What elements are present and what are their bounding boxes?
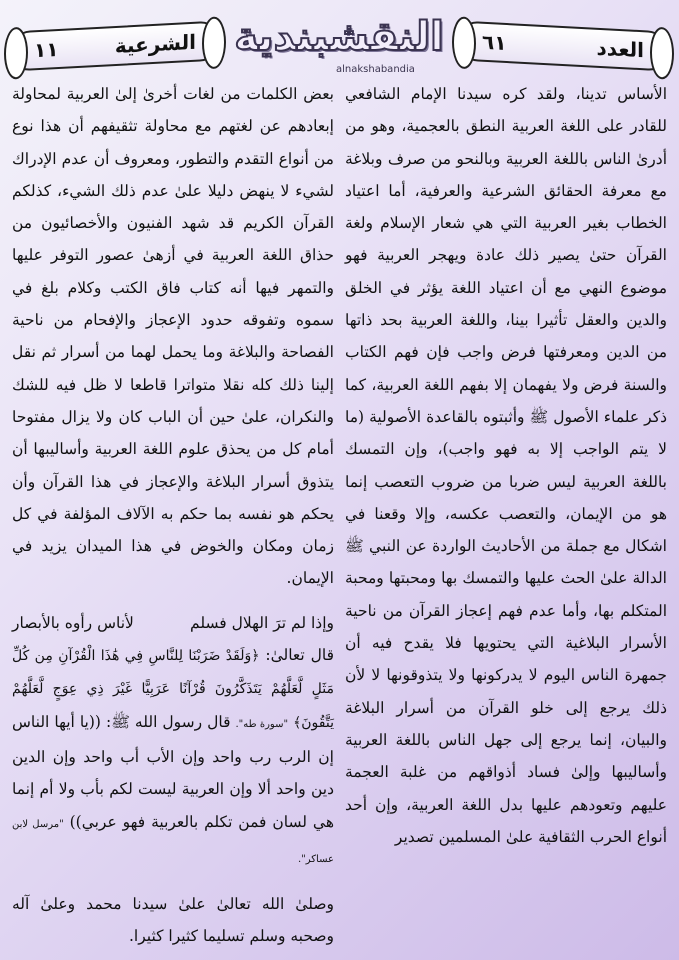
scroll-curl-right <box>650 27 674 80</box>
closing-text: وصلىٰ الله تعالىٰ علىٰ سيدنا محمد وعلىٰ آله وصحبه وسلم تسليما كثيرا كثيرا. <box>12 895 334 946</box>
section-title: الشرعية <box>114 29 196 59</box>
hadith-reference: "مرسل لابن عساكر". <box>12 818 334 865</box>
quran-reference: "سورة طه". <box>235 718 289 730</box>
hadith-text: ((يا أيها الناس إن الرب رب واحد وإن الأب أب واحد وإن الدين دين واحد ألا وإن العربية ليست لكم بأب ولا أم إنما هي لسان فمن تكلم بالعربية فهو عربي)) <box>12 712 334 831</box>
scroll-curl-left <box>452 16 476 69</box>
left-column <box>12 78 334 953</box>
page-number: ١١ <box>34 36 59 63</box>
scroll-curl-left <box>4 27 28 80</box>
quran-verse: ﴿وَلَقَدْ ضَرَبْنَا لِلنَّاسِ فِي هَٰذَا الْقُرْآنِ مِن كُلِّ مَثَلٍ لَّعَلَّهُمْ يَتَذَكَّرُونَ قُرْآنًا عَرَبِيًّا غَيْرَ ذِي عِوَجٍ لَّعَلَّهُمْ يَتَّقُونَ﴾ <box>12 648 334 731</box>
section-banner <box>10 20 220 71</box>
logo-text: النقشبندية <box>234 14 444 60</box>
scroll-curl-right <box>202 16 226 69</box>
poem-verse <box>12 607 334 639</box>
page-header <box>0 0 679 80</box>
issue-banner <box>458 20 668 71</box>
quran-quote <box>12 639 334 876</box>
hadith-intro: قال رسول الله ﷺ: <box>105 712 231 731</box>
magazine-logo <box>228 14 450 74</box>
right-column <box>345 78 667 853</box>
issue-label: العدد <box>596 35 644 63</box>
left-column-paragraph: بعض الكلمات من لغات أخرىٰ إلىٰ العربية لمحاولة إبعادهم عن لغتهم مع محاولة تثقيفهم أن هذا نوع من أنواع التقدم والتطور، ومعروف أن عدم الإدراك لشيء لا ينهض دليلا علىٰ عدم ذلك الشيء، كذلكم القرآن الكريم قد شهد الفنيون والأخصائيون من حذاق اللغة العربية في أزهىٰ عصور التوفر عليها والتمهر فيها أنه كتاب فاق الكتب وكلام بلغ في سموه وتفوقه حدود الإعجاز والإفحام من ناحية الفصاحة والبلاغة وما يحمل لهما من أسرار ثم نقل إلينا ذلك كله نقلا متواترا قاطعا لا ظل فيه للشك والنكران، علىٰ حين أن الباب كان ولا يزال مفتوحا أمام كل من يحذق علوم اللغة العربية وأساليبها أن يتذوق أسرار البلاغة والإعجاز في هذا القرآن وأن يحكم هو نفسه بما حكم به الآلاف المؤلفة في كل زمان ومكان والخوض في هذا الميدان يزيد في الإيمان. <box>12 85 334 588</box>
logo-url: alnakshabandia <box>336 64 415 75</box>
right-column-text: الأساس تدينا، ولقد كره سيدنا الإمام الشافعي للقادر على اللغة العربية النطق بالعجمية، وهو من أدرىٰ الناس باللغة العربية وبالنحو من صرف وبلاغة مع معرفة الحقائق الشرعية والعرفية، أما اعتياد الخطاب بغير العربية التي هي شعار الإسلام ولغة القرآن حتىٰ يصير ذلك عادة ويهجر العربية فهو موضوع النهي مع أن اعتياد اللغة يؤثر في الخلق والدين والعقل تأثيرا بينا، واللغة العربية بحد ذاتها من الدين ومعرفتها فرض واجب فإن فهم الكتاب والسنة فرض ولا يفهمان إلا بفهم اللغة العربية، كما ذكر علماء الأصول ﷺ وأثبتوه بالقاعدة الأصولية (ما لا يتم الواجب إلا به فهو واجب)، وإن التمسك باللغة العربية ليس ضربا من ضروب التعصب إنما هو من الإيمان، والتعصب عكسه، وإلا وقعنا في اشكال مع جملة من الأحاديث الواردة عن النبي ﷺ الدالة علىٰ الحث عليها والتمسك بها ومحبتها ومحبة المتكلم بها، وأما عدم فهم إعجاز القرآن من ناحية الأسرار البلاغية التي يحتويها فلا يقدح فيه أن جمهرة الناس اليوم لا يدركونها ولا يتذوقونها لا لأن ذلك يرجع إلى خلو القرآن من أسرار البلاغة والبيان، إنما يرجع إلى جهل الناس باللغة العربية وأساليبها وإلىٰ فساد أذواقهم من غلبة العجمة عليهم وتعودهم عليها بدل اللغة العربية، وإن أحد أنواع الحرب الثقافية علىٰ المسلمين تصدير <box>345 85 667 846</box>
issue-number: ٦١ <box>482 29 507 56</box>
poem-second-half: لأناس رأوه بالأبصار <box>12 613 134 632</box>
poem-first-half: وإذا لم ترَ الهلال فسلم <box>190 613 334 632</box>
quote-intro: قال تعالىٰ: <box>265 646 334 665</box>
paragraph-gap <box>12 876 334 888</box>
